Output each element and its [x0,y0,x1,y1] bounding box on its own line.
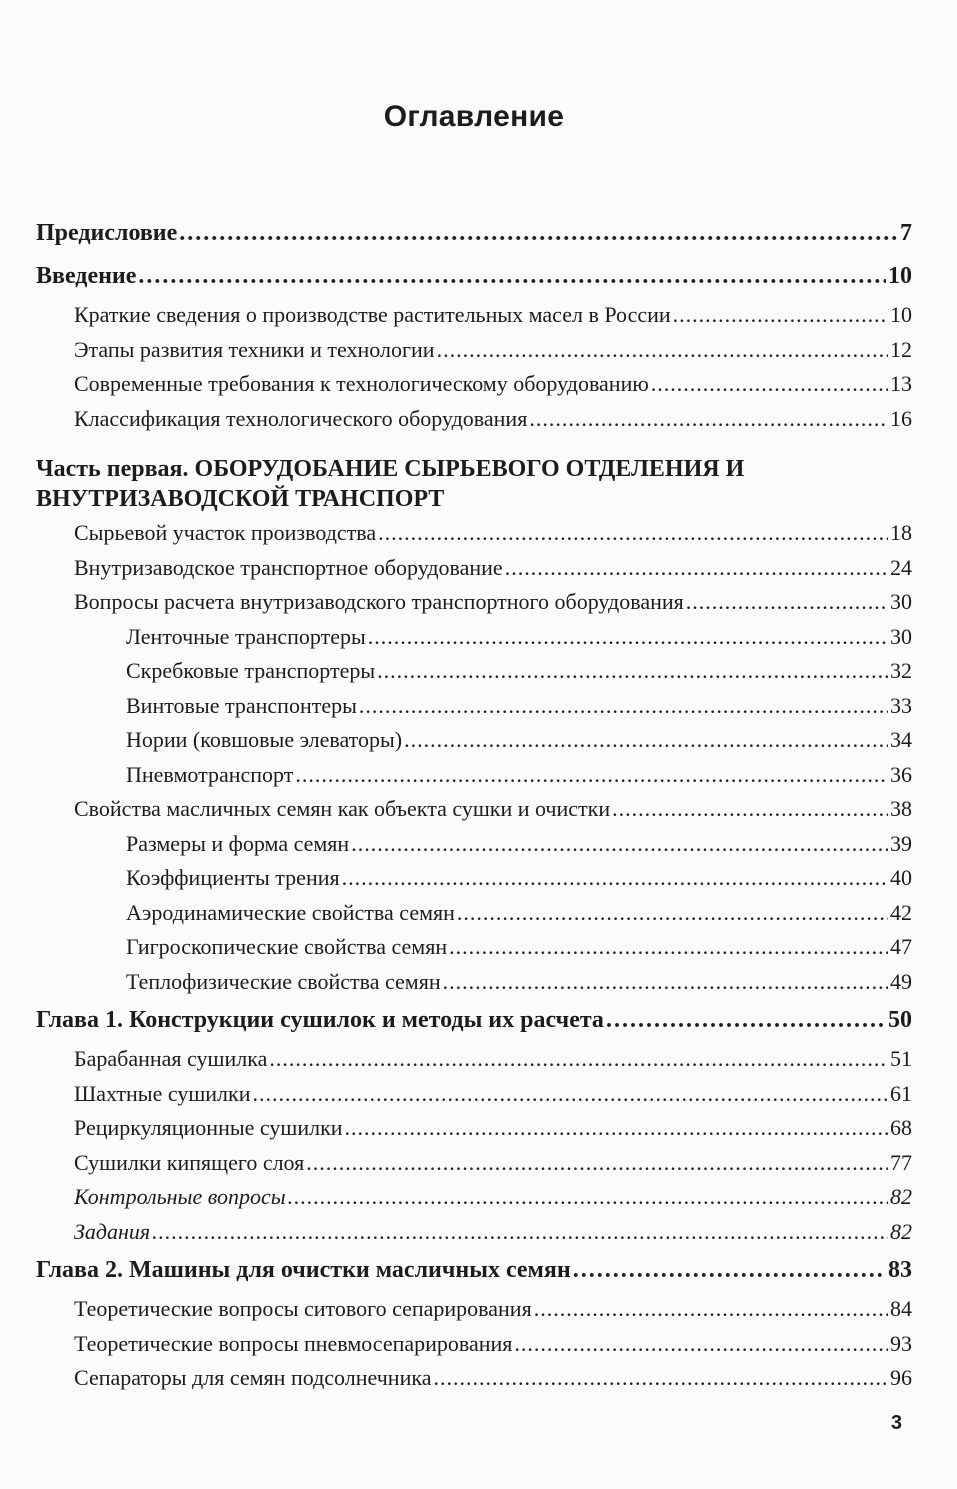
dot-leader [252,1077,888,1112]
toc-entry-title: Внутризаводское транспортное оборудование [74,554,503,580]
dot-leader [514,1327,888,1362]
toc-entry-title: Барабанная сушилка [74,1046,268,1071]
toc-entry-title: Пневмотранспорт [126,761,294,787]
toc-entry-page: 30 [890,623,912,649]
toc-page [36,100,912,1396]
dot-leader [351,827,888,862]
toc-entry[interactable] [36,212,912,255]
toc-entry-title: Размеры и форма семян [126,830,350,856]
dot-leader [404,723,888,758]
toc-part-heading: Часть первая. ОБОРУДОБАНИЕ СЫРЬЕВОГО ОТДЕЛЕНИЯ И ВНУТРИЗАВОДСКОЙ ТРАНСПОРТ [36,456,745,512]
toc-entry-page: 33 [890,692,912,718]
toc-entry-title: Ленточные транспортеры [126,623,366,649]
dot-leader [306,1146,888,1181]
toc-entry-page: 10 [888,263,912,289]
toc-entry[interactable] [36,1077,912,1112]
dot-leader [612,792,888,827]
toc-entry-title: Задания [74,1218,151,1244]
toc-entry-title: Нории (ковшовые элеваторы) [126,727,403,752]
toc-entry-page: 93 [890,1330,912,1356]
toc-entry-page: 36 [890,761,912,787]
toc-entry[interactable] [36,930,912,965]
toc-entry[interactable] [36,1327,912,1362]
dot-leader [138,255,886,298]
toc-entry-title: Краткие сведения о производстве растительных масел в России [74,302,671,327]
toc-entry-page: 51 [890,1046,912,1071]
toc-entry[interactable] [36,689,912,724]
toc-entry-title: Свойства масличных семян как объекта сушки и очистки [74,796,611,821]
toc-entry-page: 50 [888,1007,912,1033]
toc-entry[interactable] [36,551,912,586]
dot-leader [345,1111,888,1146]
toc-entry[interactable] [36,585,912,620]
toc-entry[interactable] [36,758,912,793]
toc-entry[interactable] [36,516,912,551]
toc-entry-page: 68 [890,1115,912,1140]
dot-leader [606,999,886,1042]
dot-leader [651,367,888,402]
toc-entry-page: 82 [890,1184,912,1209]
toc-entry-page: 13 [890,371,912,396]
toc-entry[interactable] [36,1249,912,1292]
toc-entry[interactable] [36,896,912,931]
toc-entry-page: 77 [890,1149,912,1175]
toc-entry[interactable] [36,1146,912,1181]
toc-entry-page: 49 [890,968,912,994]
toc-entry-title: Классификация технологического оборудования [74,405,528,431]
toc-entry-title: Гигроскопические свойства семян [126,934,448,959]
dot-leader [152,1215,888,1250]
toc-entry[interactable] [36,333,912,368]
dot-leader [342,861,888,896]
toc-entry-page: 82 [890,1218,912,1244]
toc-entry[interactable] [36,1111,912,1146]
dot-leader [529,402,888,437]
dot-leader [368,620,888,655]
toc-entry-page: 96 [890,1365,912,1390]
toc-entry-title: Современные требования к технологическому оборудованию [74,371,649,396]
toc-entry-page: 40 [890,865,912,890]
toc-entry[interactable] [36,723,912,758]
toc-entry[interactable] [36,654,912,689]
toc-list [36,212,912,1396]
dot-leader [534,1292,888,1327]
toc-entry-page: 42 [890,899,912,925]
toc-entry[interactable] [36,367,912,402]
toc-entry[interactable] [36,1361,912,1396]
toc-entry[interactable] [36,965,912,1000]
toc-entry-page: 34 [890,727,912,752]
toc-entry-title: Коэффициенты трения [126,865,340,890]
toc-entry-page: 38 [890,796,912,821]
toc-entry-title: Глава 1. Конструкции сушилок и методы их расчета [36,1007,604,1033]
toc-entry-title: Вопросы расчета внутризаводского транспортного оборудования [74,589,684,614]
toc-entry-page: 32 [890,658,912,683]
toc-entry-title: Теоретические вопросы пневмосепарирования [74,1330,513,1356]
dot-leader [377,654,888,689]
toc-entry[interactable] [36,999,912,1042]
dot-leader [269,1042,888,1077]
toc-entry-page: 30 [890,589,912,614]
dot-leader [686,585,888,620]
dot-leader [449,930,888,965]
toc-entry-title: Рециркуляционные сушилки [74,1115,343,1140]
toc-entry-title: Глава 2. Машины для очистки масличных семян [36,1257,571,1283]
dot-leader [295,758,888,793]
toc-entry[interactable] [36,1215,912,1250]
dot-leader [359,689,888,724]
toc-entry[interactable] [36,620,912,655]
dot-leader [573,1249,886,1292]
toc-entry-page: 18 [890,520,912,545]
toc-entry[interactable] [36,1180,912,1215]
toc-entry[interactable] [36,861,912,896]
toc-entry-title: Введение [36,263,137,289]
toc-entry-title: Контрольные вопросы [74,1184,286,1209]
toc-entry-page: 12 [890,336,912,362]
dot-leader [433,1361,888,1396]
dot-leader [505,551,888,586]
toc-entry[interactable] [36,1042,912,1077]
toc-entry-page: 84 [890,1296,912,1321]
dot-leader [443,965,888,1000]
toc-entry-title: Скребковые транспортеры [126,658,376,683]
toc-entry[interactable] [36,298,912,333]
toc-entry-title: Теоретические вопросы ситового сепарирования [74,1296,532,1321]
dot-leader [457,896,888,931]
toc-entry-page: 83 [888,1257,912,1283]
toc-entry-title: Сушилки кипящего слоя [74,1149,305,1175]
toc-entry[interactable] [36,1292,912,1327]
dot-leader [288,1180,888,1215]
toc-entry-page: 47 [890,934,912,959]
toc-entry-title: Сырьевой участок производства [74,520,377,545]
toc-entry-title: Аэродинамические свойства семян [126,899,455,925]
toc-entry-title: Винтовые транспонтеры [126,692,357,718]
toc-entry-title: Сепараторы для семян подсолнечника [74,1365,432,1390]
toc-title: Оглавление [383,100,565,133]
toc-entry-page: 16 [890,405,912,431]
dot-leader [179,212,898,255]
toc-entry-title: Теплофизические свойства семян [126,968,441,994]
dot-leader [673,298,888,333]
toc-entry-title: Этапы развития техники и технологии [74,336,435,362]
toc-entry[interactable] [36,827,912,862]
toc-entry[interactable] [36,402,912,437]
toc-entry-page: 10 [890,302,912,327]
toc-entry-title: Предисловие [36,220,178,246]
toc-entry-page: 39 [890,830,912,856]
dot-leader [437,333,888,368]
dot-leader [378,516,888,551]
toc-entry[interactable] [36,255,912,298]
toc-entry-page: 7 [900,220,912,246]
toc-entry-title: Шахтные сушилки [74,1080,251,1106]
toc-entry[interactable] [36,792,912,827]
page-number: 3 [890,1412,902,1434]
toc-entry-page: 24 [890,554,912,580]
toc-entry-page: 61 [890,1080,912,1106]
